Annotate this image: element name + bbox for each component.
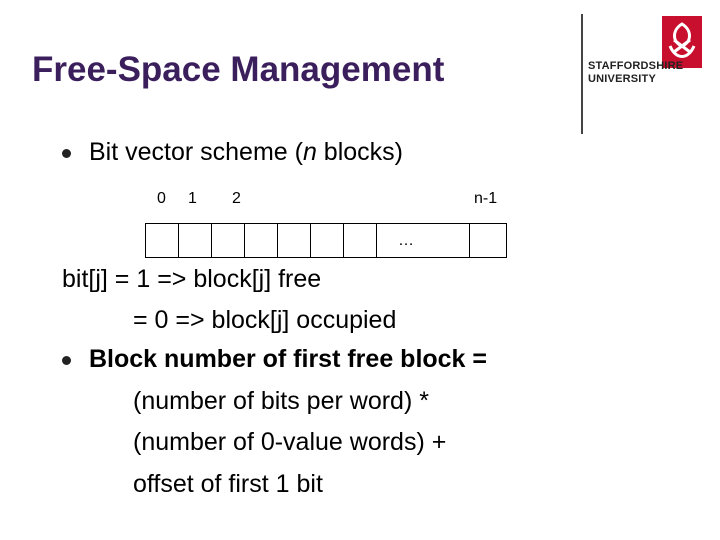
logo-text-university: UNIVERSITY xyxy=(588,73,657,85)
bit-cell xyxy=(146,224,179,257)
bullet-bit-vector-n: n xyxy=(302,138,317,166)
bit-vector-ellipsis: … xyxy=(398,232,414,249)
index-label-1: 1 xyxy=(188,190,197,207)
occupied-condition-text: = 0 => block[j] occupied xyxy=(133,306,397,334)
bullet-dot xyxy=(62,149,71,158)
bit-vector-diagram xyxy=(145,223,507,258)
university-logo xyxy=(588,16,706,86)
bit-cell xyxy=(277,224,311,257)
free-condition-text: bit[j] = 1 => block[j] free xyxy=(62,265,322,293)
bit-cell xyxy=(211,224,245,257)
bullet-first-free-block: Block number of first free block = xyxy=(89,345,488,373)
bit-cell xyxy=(343,224,377,257)
bit-cell-ellipsis xyxy=(376,224,470,257)
index-label-0: 0 xyxy=(157,190,166,207)
bit-cell xyxy=(178,224,212,257)
bit-cell xyxy=(244,224,278,257)
bullet-bit-vector xyxy=(89,138,403,167)
bullet-bit-vector-suffix: blocks) xyxy=(316,138,403,166)
logo-text-staffordshire: STAFFORDSHIRE xyxy=(588,60,684,72)
formula-line-1: (number of bits per word) * xyxy=(133,387,429,415)
formula-line-3: offset of first 1 bit xyxy=(133,470,323,498)
bullet-bit-vector-prefix: Bit vector scheme ( xyxy=(89,138,303,166)
slide-title: Free-Space Management xyxy=(32,50,445,89)
bullet-dot xyxy=(62,356,71,365)
bit-cell-last xyxy=(469,224,506,257)
index-label-2: 2 xyxy=(232,190,241,207)
bit-cell xyxy=(310,224,344,257)
formula-line-2: (number of 0-value words) + xyxy=(133,428,447,456)
divider-line xyxy=(581,14,583,134)
index-label-n-1: n-1 xyxy=(474,190,498,207)
